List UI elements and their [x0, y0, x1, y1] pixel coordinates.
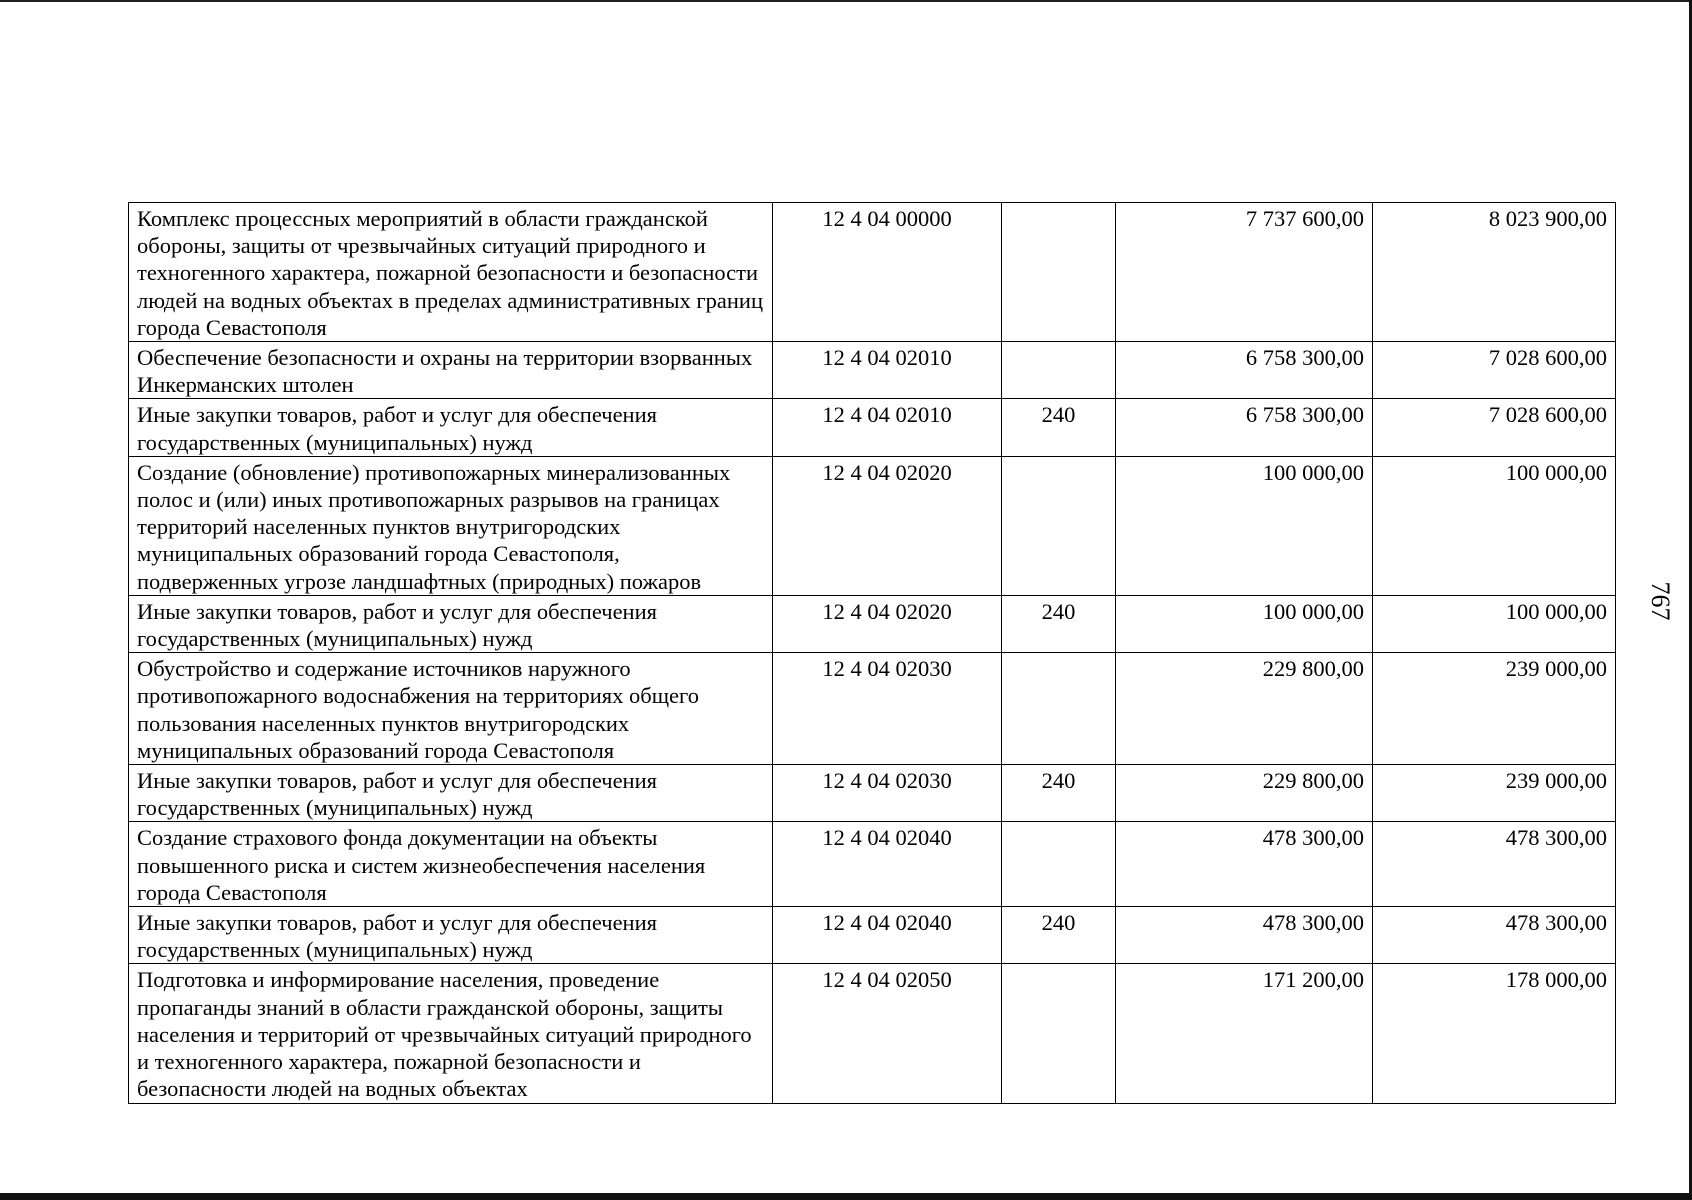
row-sum-2-cell: 478 300,00 — [1373, 907, 1616, 964]
row-sum-2-cell: 178 000,00 — [1373, 964, 1616, 1103]
page-number: 767 — [1646, 581, 1675, 621]
row-name-cell: Создание страхового фонда документации на объекты повышенного риска и систем жизнеобеспечения населения города Севастополя — [129, 822, 773, 907]
row-vr-cell — [1002, 456, 1116, 595]
row-vr-cell: 240 — [1002, 765, 1116, 822]
row-name-cell: Иные закупки товаров, работ и услуг для обеспечения государственных (муниципальных) нужд — [129, 595, 773, 652]
scan-edge-bottom — [0, 1193, 1692, 1200]
table-row — [129, 653, 1616, 765]
row-name-cell: Иные закупки товаров, работ и услуг для обеспечения государственных (муниципальных) нужд — [129, 907, 773, 964]
row-vr-cell: 240 — [1002, 595, 1116, 652]
row-sum-2-cell: 7 028 600,00 — [1373, 399, 1616, 456]
table-row — [129, 822, 1616, 907]
row-csr-cell: 12 4 04 02010 — [773, 399, 1002, 456]
table-row — [129, 765, 1616, 822]
row-vr-cell — [1002, 653, 1116, 765]
row-sum-1-cell: 229 800,00 — [1116, 653, 1373, 765]
row-vr-cell — [1002, 342, 1116, 399]
row-csr-cell: 12 4 04 02020 — [773, 595, 1002, 652]
row-sum-1-cell: 229 800,00 — [1116, 765, 1373, 822]
row-csr-cell: 12 4 04 02040 — [773, 822, 1002, 907]
row-csr-cell: 12 4 04 02040 — [773, 907, 1002, 964]
row-csr-cell: 12 4 04 00000 — [773, 203, 1002, 342]
row-sum-2-cell: 7 028 600,00 — [1373, 342, 1616, 399]
row-sum-1-cell: 100 000,00 — [1116, 456, 1373, 595]
budget-table — [128, 202, 1616, 1104]
row-csr-cell: 12 4 04 02020 — [773, 456, 1002, 595]
table-row — [129, 342, 1616, 399]
scan-edge-top — [0, 0, 1692, 2]
table-row — [129, 964, 1616, 1103]
row-sum-1-cell: 171 200,00 — [1116, 964, 1373, 1103]
row-sum-1-cell: 478 300,00 — [1116, 907, 1373, 964]
row-name-cell: Подготовка и информирование населения, проведение пропаганды знаний в области гражданской обороны, защиты населения и территорий от чрезвычайных ситуаций природного и техногенного характера, пожарной безопасности и безопасности людей на водных объектах — [129, 964, 773, 1103]
row-sum-1-cell: 6 758 300,00 — [1116, 399, 1373, 456]
row-name-cell: Обеспечение безопасности и охраны на территории взорванных Инкерманских штолен — [129, 342, 773, 399]
row-sum-1-cell: 478 300,00 — [1116, 822, 1373, 907]
budget-table-body — [129, 203, 1616, 1104]
row-name-cell: Иные закупки товаров, работ и услуг для обеспечения государственных (муниципальных) нужд — [129, 399, 773, 456]
row-vr-cell — [1002, 203, 1116, 342]
row-csr-cell: 12 4 04 02030 — [773, 765, 1002, 822]
row-name-cell: Иные закупки товаров, работ и услуг для обеспечения государственных (муниципальных) нужд — [129, 765, 773, 822]
row-sum-2-cell: 239 000,00 — [1373, 765, 1616, 822]
row-vr-cell — [1002, 964, 1116, 1103]
row-name-cell: Обустройство и содержание источников наружного противопожарного водоснабжения на территориях общего пользования населенных пунктов внутригородских муниципальных образований города Севастополя — [129, 653, 773, 765]
row-sum-2-cell: 478 300,00 — [1373, 822, 1616, 907]
row-name-cell: Создание (обновление) противопожарных минерализованных полос и (или) иных противопожарных разрывов на границах территорий населенных пунктов внутригородских муниципальных образований города Севастополя, подверженных угрозе ландшафтных (природных) пожаров — [129, 456, 773, 595]
row-vr-cell — [1002, 822, 1116, 907]
row-vr-cell: 240 — [1002, 907, 1116, 964]
row-name-cell: Комплекс процессных мероприятий в области гражданской обороны, защиты от чрезвычайных ситуаций природного и техногенного характера, пожарной безопасности и безопасности людей на водных объектах в пределах административных границ города Севастополя — [129, 203, 773, 342]
table-row — [129, 595, 1616, 652]
row-vr-cell: 240 — [1002, 399, 1116, 456]
row-csr-cell: 12 4 04 02030 — [773, 653, 1002, 765]
row-csr-cell: 12 4 04 02010 — [773, 342, 1002, 399]
table-row — [129, 456, 1616, 595]
table-row — [129, 399, 1616, 456]
row-sum-1-cell: 7 737 600,00 — [1116, 203, 1373, 342]
row-sum-2-cell: 100 000,00 — [1373, 456, 1616, 595]
table-row — [129, 203, 1616, 342]
row-sum-2-cell: 239 000,00 — [1373, 653, 1616, 765]
row-csr-cell: 12 4 04 02050 — [773, 964, 1002, 1103]
row-sum-2-cell: 8 023 900,00 — [1373, 203, 1616, 342]
row-sum-1-cell: 6 758 300,00 — [1116, 342, 1373, 399]
row-sum-2-cell: 100 000,00 — [1373, 595, 1616, 652]
row-sum-1-cell: 100 000,00 — [1116, 595, 1373, 652]
table-row — [129, 907, 1616, 964]
